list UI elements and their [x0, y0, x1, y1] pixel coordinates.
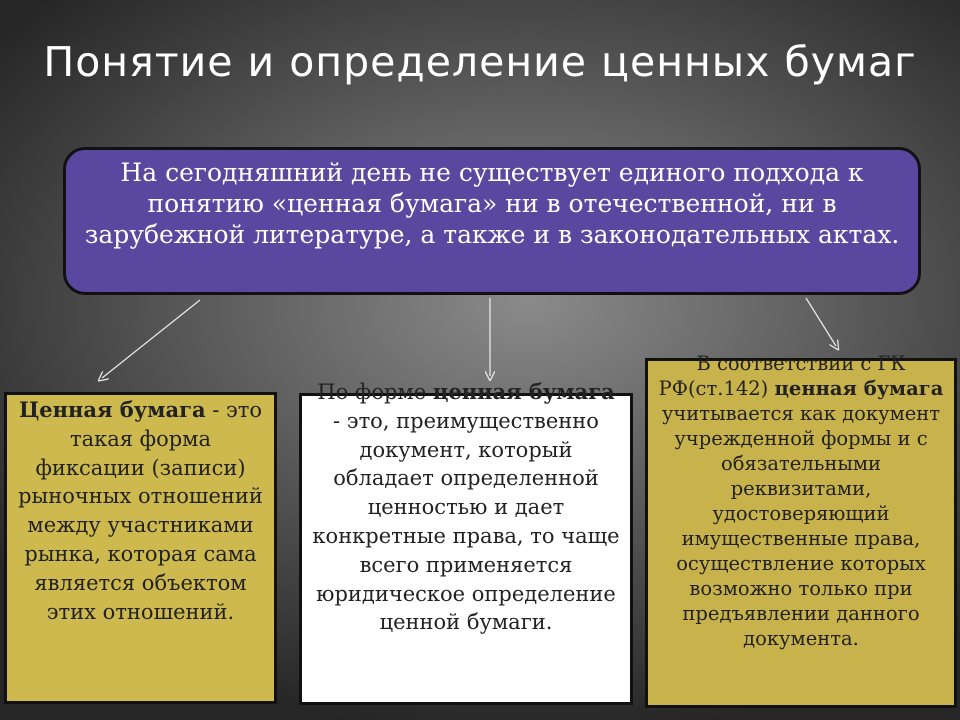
right-definition-prefix: В соответствии с ГК РФ(ст.142)	[658, 352, 906, 400]
left-definition-text: - это такая форма фиксации (записи) рыночных отношений между участниками рынка, которая сама является объектом этих отношений.	[18, 398, 263, 624]
left-definition-box	[4, 392, 277, 704]
arrow-to-left-box	[102, 300, 200, 378]
top-definition-text: На сегодняшний день не существует единого подхода к понятию «ценная бумага» ни в отечественной, ни в зарубежной литературе, а также и в законодательных актах.	[84, 158, 900, 249]
left-definition-term: Ценная бумага	[18, 397, 206, 422]
right-definition-text: учитывается как документ учрежденной формы и с обязательными реквизитами, удостоверяющий имущественные права, осуществление которых возможно только при предъявлении данного документа.	[661, 402, 941, 650]
middle-definition-prefix: По форме	[317, 380, 433, 404]
slide-title: Понятие и определение ценных бумаг	[43, 38, 917, 86]
arrow-to-right-box	[806, 298, 836, 346]
right-definition-box	[645, 352, 957, 708]
middle-definition-box	[299, 379, 633, 705]
middle-definition-term: ценная бумага	[432, 379, 615, 404]
middle-definition-text: - это, преимущественно документ, который обладает определенной ценностью и дает конкретные права, то чаще всего применяется юридическое определение ценной бумаги.	[312, 408, 620, 635]
right-definition-term: ценная бумага	[774, 377, 944, 400]
